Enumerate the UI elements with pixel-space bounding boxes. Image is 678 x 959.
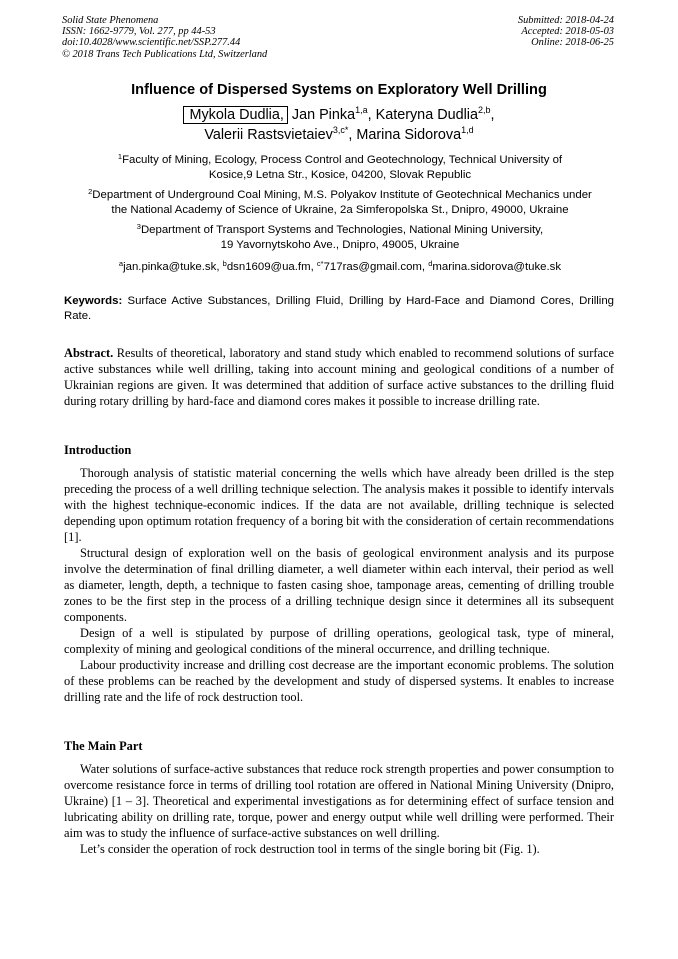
author: Valerii Rastsvietaiev: [204, 127, 333, 143]
email-link[interactable]: jan.pinka@tuke.sk,: [123, 261, 223, 273]
paragraph: Design of a well is stipulated by purpose of drilling operations, geological task, type of mineral, complexity of mining and geological conditions of the mineral occurrence, and drilling technique.: [64, 626, 614, 656]
paragraph: Labour productivity increase and drilling cost decrease are the important economic problems. The solution of these problems can be reached by the development and study of dispersed systems. It enables to increase drilling rate and the life of rock destruction tool.: [64, 658, 614, 704]
author-line-1: [0, 105, 678, 125]
email-sup: d: [428, 259, 433, 268]
paragraph: Water solutions of surface-active substances that reduce rock strength properties and power consumption to overcome resistance force in terms of drilling tool rotation are offered in National Mining University (Dnipro, Ukraine) [1 – 3]. Theoretical and experimental investigations as for determining effect of surface tension and lubricating ability on drilling rate, torque, power and energy output while well drilling were performed. Their aim was to study the influence of surface-active substances on well drilling.: [64, 762, 614, 840]
aff-sup: 1: [117, 152, 123, 161]
section-heading-main-part: The Main Part: [64, 739, 143, 753]
accepted-date: Accepted: 2018-05-03: [521, 26, 614, 38]
copyright: © 2018 Trans Tech Publications Ltd, Switzerland: [62, 48, 268, 60]
affiliation-2: [50, 188, 630, 218]
paragraph: Thorough analysis of statistic material concerning the wells which have already been drilled is the step preceding the process of a well drilling technique selection. The analysis makes it possible to identify intervals with the highest technique-economic indices. If the data are not available, drilling technique is selected depending upon optimum rotation frequency of a boring bit with the consideration of certain recommendations [1].: [64, 466, 614, 544]
aff-line: Faculty of Mining, Ecology, Process Control and Geotechnology, Technical University of: [122, 154, 563, 166]
author: Jan Pinka: [291, 107, 356, 123]
affiliation-1: [60, 153, 620, 183]
aff-line: Department of Transport Systems and Technologies, National Mining University,: [140, 224, 544, 236]
author-sup: 1,a: [355, 105, 368, 115]
aff-line: Department of Underground Coal Mining, M.S. Polyakov Institute of Geotechnical Mechanics under: [92, 189, 592, 201]
author: Marina Sidorova: [356, 127, 462, 143]
publication-dates: [518, 15, 614, 49]
paragraph: Structural design of exploration well on the basis of geological environment analysis and its purpose involve the determination of final drilling diameter, a well diameter within each interval, their period as well as diameter, length, depth, a technique to fasten casing shoe, tamponage areas, cementing of drilling trouble zones to be the first step in the process of a drilling technique design since it determines all its subsequent components.: [64, 546, 614, 624]
author-sup: 1,d: [461, 125, 474, 135]
keywords: [64, 294, 614, 324]
journal-info: [62, 15, 267, 60]
email-sup: b: [222, 259, 227, 268]
separator: ,: [348, 127, 357, 143]
aff-sup: 3: [136, 222, 141, 231]
author-sup: 3,c*: [332, 125, 349, 135]
author-sup: 2,b: [478, 105, 491, 115]
aff-sup: 2: [88, 187, 93, 196]
aff-line: 19 Yavornytskoho Ave., Dnipro, 49005, Ukraine: [220, 239, 460, 251]
abstract-label: Abstract.: [64, 346, 114, 360]
abstract: [64, 345, 614, 409]
author-boxed: Mykola Dudlia,: [183, 106, 287, 124]
paragraph: Let’s consider the operation of rock destruction tool in terms of the single boring bit (Fig. 1).: [80, 842, 540, 856]
keywords-label: Keywords:: [64, 295, 123, 307]
email-link[interactable]: marina.sidorova@tuke.sk: [432, 261, 562, 273]
journal-doi: doi:10.4028/www.scientific.net/SSP.277.44: [62, 37, 241, 49]
separator: ,: [367, 107, 376, 123]
email-sup: c*: [316, 259, 324, 268]
online-date: Online: 2018-06-25: [531, 37, 614, 49]
abstract-text: Results of theoretical, laboratory and stand study which enabled to recommend solutions of surface active substances while well drilling, taking into account mining and geological conditions of a number of Ukrainian regions are given. It was determined that addition of surface active substances to the drilling fluid during rotary drilling by hard-face and diamond cores makes it possible to increase drilling rate.: [64, 346, 614, 408]
keywords-text: Surface Active Substances, Drilling Fluid, Drilling by Hard-Face and Diamond Cores, Drilling Rate.: [64, 295, 614, 322]
paper-title: Influence of Dispersed Systems on Exploratory Well Drilling: [131, 82, 547, 98]
section-heading-introduction: Introduction: [64, 443, 132, 457]
email-list: [60, 260, 620, 275]
submitted-date: Submitted: 2018-04-24: [517, 15, 614, 26]
main-part-body: [64, 761, 614, 857]
journal-name: Solid State Phenomena: [62, 15, 159, 26]
email-link[interactable]: 717ras@gmail.com,: [323, 261, 429, 273]
separator: ,: [490, 107, 495, 123]
author: Kateryna Dudlia: [375, 107, 478, 123]
aff-line: the National Academy of Science of Ukraine, 2a Simferopolska St., Dnipro, 49000, Ukraine: [111, 204, 569, 216]
author-line-2: [0, 125, 678, 145]
email-link[interactable]: dsn1609@ua.fm,: [226, 261, 317, 273]
journal-issn: ISSN: 1662-9779, Vol. 277, pp 44-53: [62, 26, 216, 38]
introduction-body: [64, 465, 614, 705]
affiliation-3: [60, 223, 620, 253]
email-sup: a: [118, 259, 124, 268]
aff-line: Kosice,9 Letna Str., Kosice, 04200, Slovak Republic: [208, 169, 472, 181]
author-list: [0, 105, 678, 145]
